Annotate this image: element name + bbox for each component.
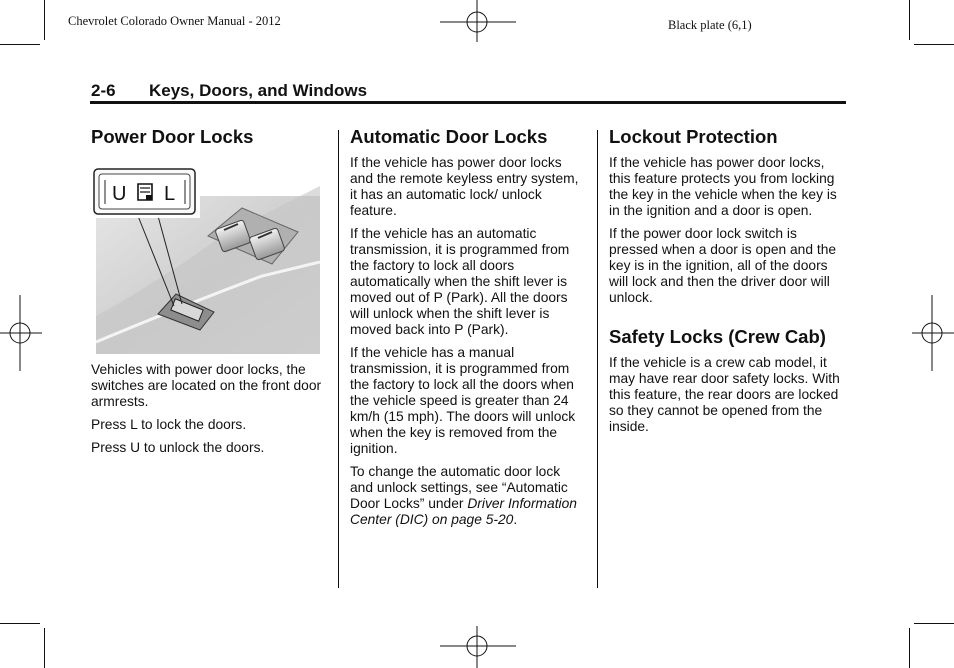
header-rule <box>90 101 846 104</box>
crop-mark <box>914 44 954 45</box>
crop-mark <box>914 623 954 624</box>
heading-automatic-door-locks: Automatic Door Locks <box>350 126 548 147</box>
crop-mark <box>0 623 40 624</box>
paragraph: If the vehicle is a crew cab model, it may have rear door safety locks. With this feature, the rear doors are locked so they cannot be opened from the inside. <box>609 355 840 434</box>
door-lock-switch-illustration <box>92 166 320 354</box>
lock-label: L <box>164 183 176 205</box>
section-header <box>91 81 367 101</box>
column-power-door-locks-text <box>91 362 327 463</box>
registration-mark-right <box>912 295 954 371</box>
column-power-door-locks <box>91 126 327 155</box>
page-number: 2-6 <box>91 81 116 100</box>
crop-mark <box>0 44 40 45</box>
crop-mark <box>909 0 910 40</box>
paragraph: If the vehicle has a manual transmission, it is programmed from the factory to lock all the doors when the vehicle speed is greater than 24 km/h (15 mph). The doors will unlock when the key is removed from the ignition. <box>350 345 576 456</box>
crop-mark <box>44 628 45 668</box>
cross-reference-link[interactable]: Driver Information Center (DIC) on page 5-20 <box>350 496 577 527</box>
cross-reference-end: . <box>513 512 518 527</box>
paragraph: If the vehicle has power door locks and the remote keyless entry system, it has an automatic lock/ unlock feature. <box>350 155 579 218</box>
paragraph: Press U to unlock the doors. <box>91 440 265 455</box>
paragraph-cross-reference <box>350 464 586 528</box>
paragraph: If the vehicle has power door locks, this feature protects you from locking the key in the vehicle when the key is in the ignition and a door is open. <box>609 155 837 218</box>
cross-reference-text: To change the automatic door lock and unlock settings, see “Automatic Door Locks” under <box>350 464 568 511</box>
section-title: Keys, Doors, and Windows <box>149 81 368 100</box>
column-divider <box>597 130 598 588</box>
paragraph: If the power door lock switch is pressed when a door is open and the key is in the ignition, all of the doors will lock and then the driver door will unlock. <box>609 226 837 305</box>
manual-title: Chevrolet Colorado Owner Manual - 2012 <box>68 14 281 28</box>
registration-mark-top <box>440 0 516 46</box>
unlock-label: U <box>112 183 127 205</box>
column-lockout-protection <box>609 126 845 442</box>
paragraph: Press L to lock the doors. <box>91 417 247 432</box>
column-automatic-door-locks <box>350 126 586 535</box>
registration-mark-left <box>0 295 42 371</box>
crop-mark <box>44 0 45 40</box>
heading-power-door-locks: Power Door Locks <box>91 126 254 147</box>
paragraph: If the vehicle has an automatic transmission, it is programmed from the factory to lock all doors automatically when the shift lever is moved out of P (Park). All the doors will unlock when the shift lever is moved back into P (Park). <box>350 226 570 337</box>
paragraph: Vehicles with power door locks, the switches are located on the front door armrests. <box>91 362 322 409</box>
heading-safety-locks: Safety Locks (Crew Cab) <box>609 326 826 347</box>
plate-label: Black plate (6,1) <box>668 18 752 32</box>
column-divider <box>338 130 339 588</box>
heading-lockout-protection: Lockout Protection <box>609 126 778 147</box>
registration-mark-bottom <box>440 624 516 668</box>
crop-mark <box>909 628 910 668</box>
